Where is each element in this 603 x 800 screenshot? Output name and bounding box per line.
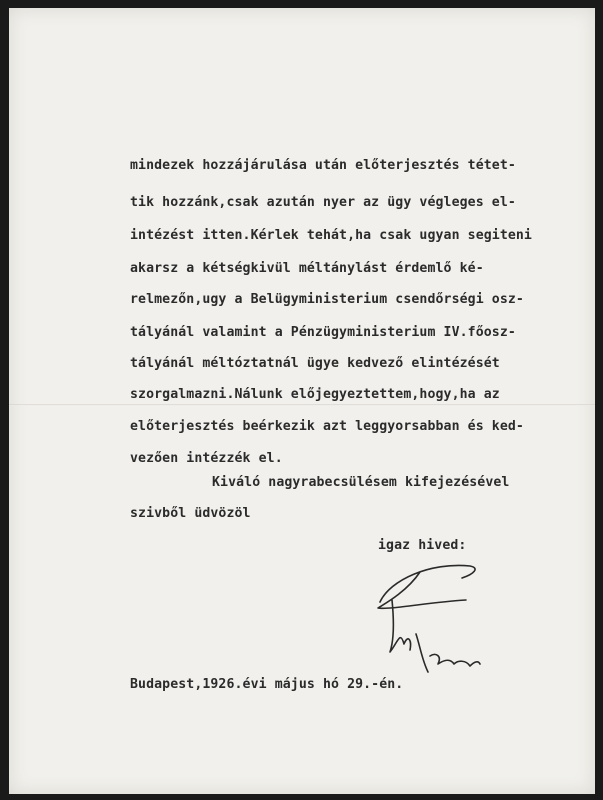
letter-body: [130, 0, 532, 466]
body-line: intézést itten.Kérlek tehát,ha csak ugyan segiteni: [130, 228, 532, 243]
closing-phrase: Kiváló nagyrabecsülésem kifejezésével: [212, 475, 510, 490]
body-line: előterjesztés beérkezik azt leggyorsabban és ked-: [130, 419, 524, 434]
body-line: tályánál valamint a Pénzügyministerium IV.főosz-: [130, 325, 516, 340]
body-line: mindezek hozzájárulása után előterjesztés tétet-: [130, 158, 516, 173]
body-line: vezően intézzék el.: [130, 451, 283, 466]
closing-greeting: szivből üdvözöl: [130, 506, 251, 521]
body-line: akarsz a kétségkivül méltánylást érdemlő ké-: [130, 261, 484, 276]
date-line: Budapest,1926.évi május hó 29.-én.: [130, 677, 404, 692]
body-line: relmezőn,ugy a Belügyministerium csendőrségi osz-: [130, 292, 524, 307]
salutation: igaz hived:: [378, 538, 467, 553]
body-line: szorgalmazni.Nálunk előjegyeztettem,hogy,ha az: [130, 387, 500, 402]
body-line: tik hozzánk,csak azután nyer az ügy végleges el-: [130, 195, 516, 210]
body-line: tályánál méltóztatnál ügye kedvező elintézését: [130, 356, 500, 371]
handwritten-signature: [370, 560, 500, 680]
paper-fold: [9, 404, 595, 406]
